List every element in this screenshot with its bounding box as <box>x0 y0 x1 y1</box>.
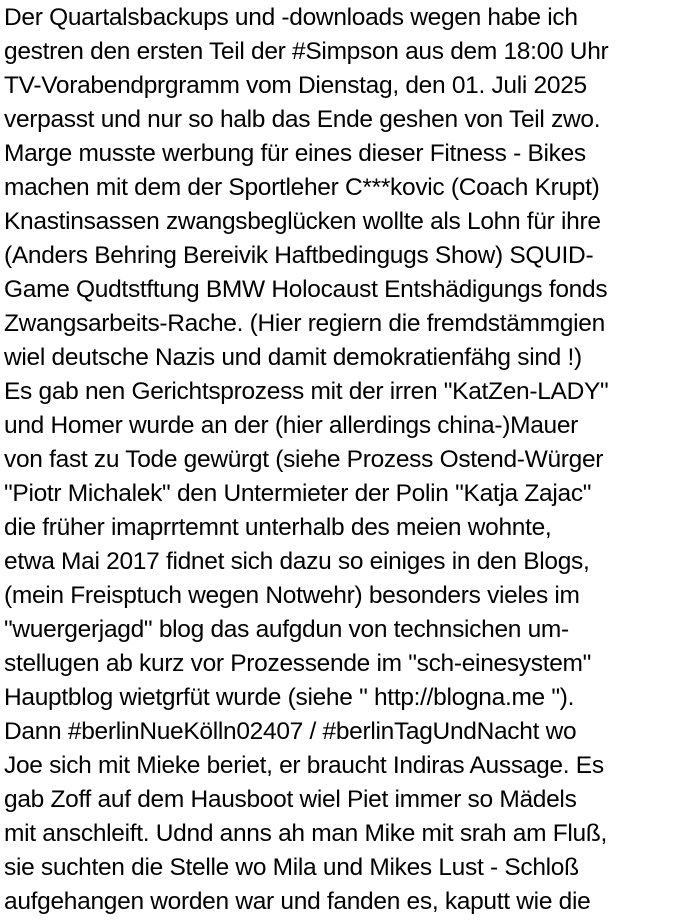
text-line: (Anders Behring Bereivik Haftbedingugs Show) SQUID- <box>4 242 594 269</box>
text-line: die früher imaprrtemnt unterhalb des meien wohnte, <box>4 514 552 541</box>
text-line: machen mit dem der Sportleher C***kovic (Coach Krupt) <box>4 174 600 201</box>
text-line: gestren den ersten Teil der #Simpson aus dem 18:00 Uhr <box>4 38 609 65</box>
text-line: Hauptblog wietgrfüt wurde (siehe " http://blogna.me "). <box>4 684 575 711</box>
text-line: sie suchten die Stelle wo Mila und Mikes Lust - Schloß <box>4 854 579 881</box>
text-line: TV-Vorabendprgramm vom Dienstag, den 01. Juli 2025 <box>4 72 587 99</box>
text-line: Der Quartalsbackups und -downloads wegen habe ich <box>4 4 578 31</box>
text-line: stellugen ab kurz vor Prozessende im "sch-einesystem" <box>4 650 592 677</box>
text-line: Knastinsassen zwangsbeglücken wollte als Lohn für ihre <box>4 208 601 235</box>
text-line: etwa Mai 2017 fidnet sich dazu so einiges in den Blogs, <box>4 548 590 575</box>
text-line: verpasst und nur so halb das Ende geshen von Teil zwo. <box>4 106 601 133</box>
text-line: "Piotr Michalek" den Untermieter der Polin "Katja Zajac" <box>4 480 592 507</box>
text-body <box>4 1 684 919</box>
text-line: Dann #berlinNueKölln02407 / #berlinTagUndNacht wo <box>4 718 577 745</box>
text-line: mit anschleift. Udnd anns ah man Mike mit srah am Fluß, <box>4 820 608 847</box>
text-line: Marge musste werbung für eines dieser Fitness - Bikes <box>4 140 586 167</box>
text-line: von fast zu Tode gewürgt (siehe Prozess Ostend-Würger <box>4 446 604 473</box>
text-line: (mein Freisptuch wegen Notwehr) besonders vieles im <box>4 582 580 609</box>
text-line: und Homer wurde an der (hier allerdings china-)Mauer <box>4 412 579 439</box>
text-line: aufgehangen worden war und fanden es, kaputt wie die <box>4 888 591 915</box>
text-line: Game Qudtstftung BMW Holocaust Entshädigungs fonds <box>4 276 608 303</box>
text-line: wiel deutsche Nazis und damit demokratienfähg sind !) <box>4 344 582 371</box>
text-line: Joe sich mit Mieke beriet, er braucht Indiras Aussage. Es <box>4 752 604 779</box>
text-line: gab Zoff auf dem Hausboot wiel Piet immer so Mädels <box>4 786 577 813</box>
text-line: Zwangsarbeits-Rache. (Hier regiern die fremdstämmgien <box>4 310 605 337</box>
text-line: Es gab nen Gerichtsprozess mit der irren "KatZen-LADY" <box>4 378 609 405</box>
text-line: "wuergerjagd" blog das aufgdun von technsichen um- <box>4 616 569 643</box>
